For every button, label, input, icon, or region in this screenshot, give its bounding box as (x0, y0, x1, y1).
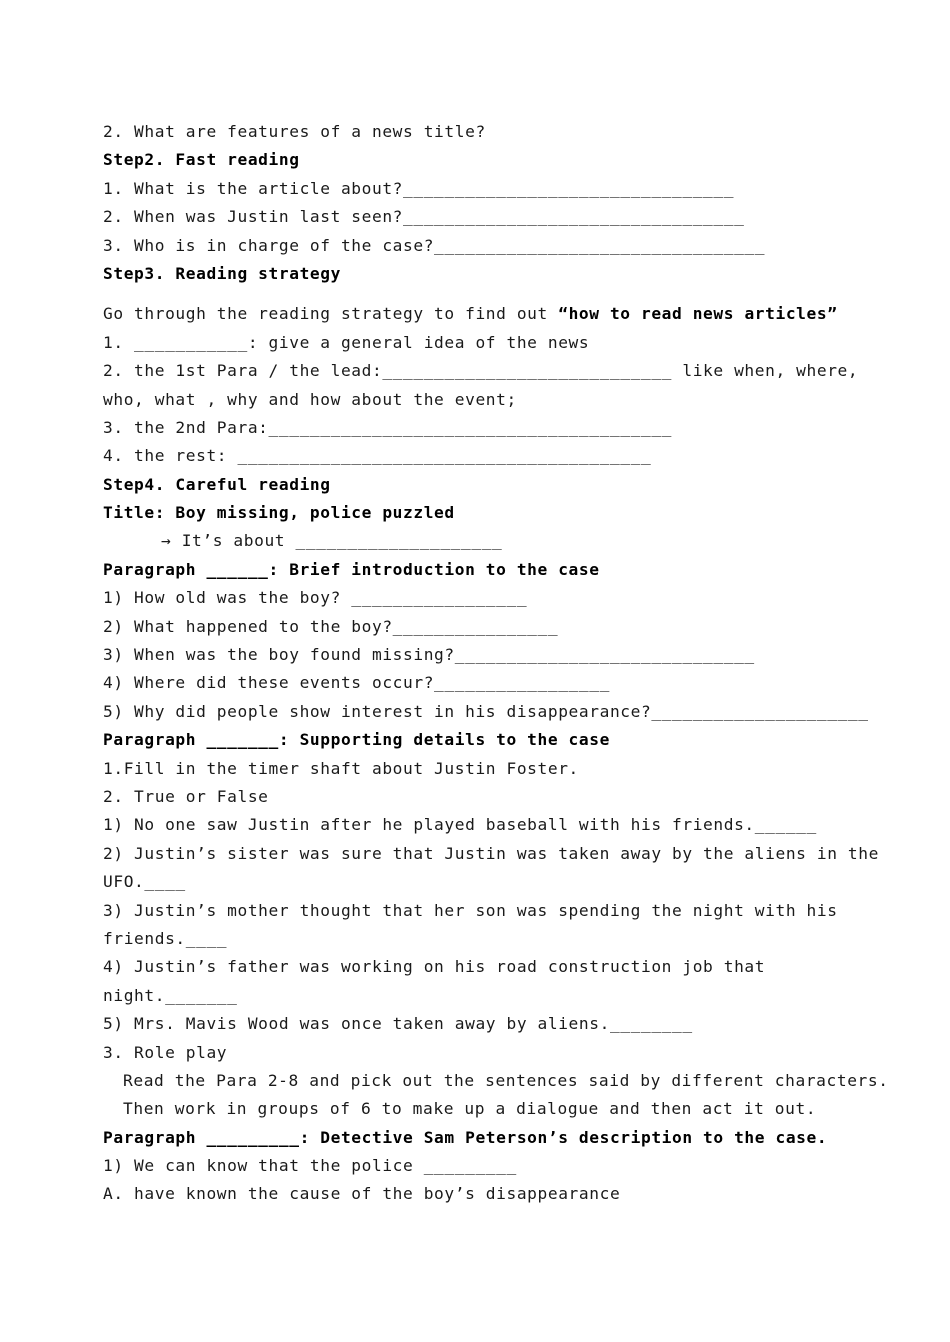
strategy-item-2: 2. the 1st Para / the lead:____________________________ like when, where, (103, 361, 859, 381)
fast-reading-q2: 2. When was Justin last seen?_________________________________ (103, 207, 745, 227)
detective-q1: 1) We can know that the police _________ (103, 1156, 517, 1176)
step3-heading: Step3. Reading strategy (103, 263, 341, 283)
intro-q2: 2) What happened to the boy?________________ (103, 616, 559, 636)
true-false-4: 4) Justin’s father was working on his road construction job that (103, 957, 766, 977)
strategy-instruction-quote: “how to read news articles” (558, 304, 838, 324)
true-false-2: 2) Justin’s sister was sure that Justin was taken away by the aliens in the (103, 843, 879, 863)
intro-q1: 1) How old was the boy? _________________ (103, 588, 528, 608)
strategy-instruction (103, 300, 843, 328)
step4-heading: Step4. Careful reading (103, 474, 331, 494)
true-false-2-cont: UFO.____ (103, 872, 186, 892)
question-news-title-features: 2. What are features of a news title? (103, 122, 486, 141)
article-title: Title: Boy missing, police puzzled (103, 503, 455, 523)
true-false-4-cont: night._______ (103, 985, 238, 1005)
detective-q1-option-a: A. have known the cause of the boy’s disappearance (103, 1184, 621, 1204)
role-play-instruction-2: Then work in groups of 6 to make up a dialogue and then act it out. (123, 1099, 817, 1119)
true-false-1: 1) No one saw Justin after he played baseball with his friends.______ (103, 815, 817, 835)
true-false-3-cont: friends.____ (103, 928, 228, 948)
fast-reading-q3: 3. Who is in charge of the case?________________________________ (103, 235, 766, 255)
title-about-line: → It’s about ____________________ (161, 531, 503, 551)
strategy-item-3: 3. the 2nd Para:_______________________________________ (103, 417, 673, 437)
paragraph-intro-heading: Paragraph ______: Brief introduction to the case (103, 559, 600, 579)
paragraph-detective-heading: Paragraph _________: Detective Sam Peterson’s description to the case. (103, 1127, 828, 1147)
worksheet-page (103, 118, 889, 1209)
paragraph-details-heading: Paragraph _______: Supporting details to the case (103, 730, 610, 750)
spacer (103, 288, 843, 300)
step2-heading: Step2. Fast reading (103, 150, 300, 170)
details-task-1: 1.Fill in the timer shaft about Justin Foster. (103, 758, 579, 778)
true-false-3: 3) Justin’s mother thought that her son was spending the night with his (103, 900, 838, 920)
details-task-2: 2. True or False (103, 786, 269, 806)
intro-q3: 3) When was the boy found missing?_____________________________ (103, 645, 755, 665)
intro-q4: 4) Where did these events occur?_________________ (103, 673, 610, 693)
strategy-instruction-text: Go through the reading strategy to find out (103, 304, 559, 324)
role-play-instruction-1: Read the Para 2-8 and pick out the sentences said by different characters. (123, 1070, 889, 1090)
intro-q5: 5) Why did people show interest in his disappearance?_____________________ (103, 701, 869, 721)
strategy-item-1: 1. ___________: give a general idea of the news (103, 332, 590, 352)
strategy-item-2-cont: who, what , why and how about the event; (103, 389, 517, 409)
fast-reading-q1: 1. What is the article about?________________________________ (103, 178, 735, 198)
strategy-item-4: 4. the rest: ________________________________________ (103, 446, 652, 466)
true-false-5: 5) Mrs. Mavis Wood was once taken away by aliens.________ (103, 1014, 693, 1034)
details-task-3: 3. Role play (103, 1042, 228, 1062)
